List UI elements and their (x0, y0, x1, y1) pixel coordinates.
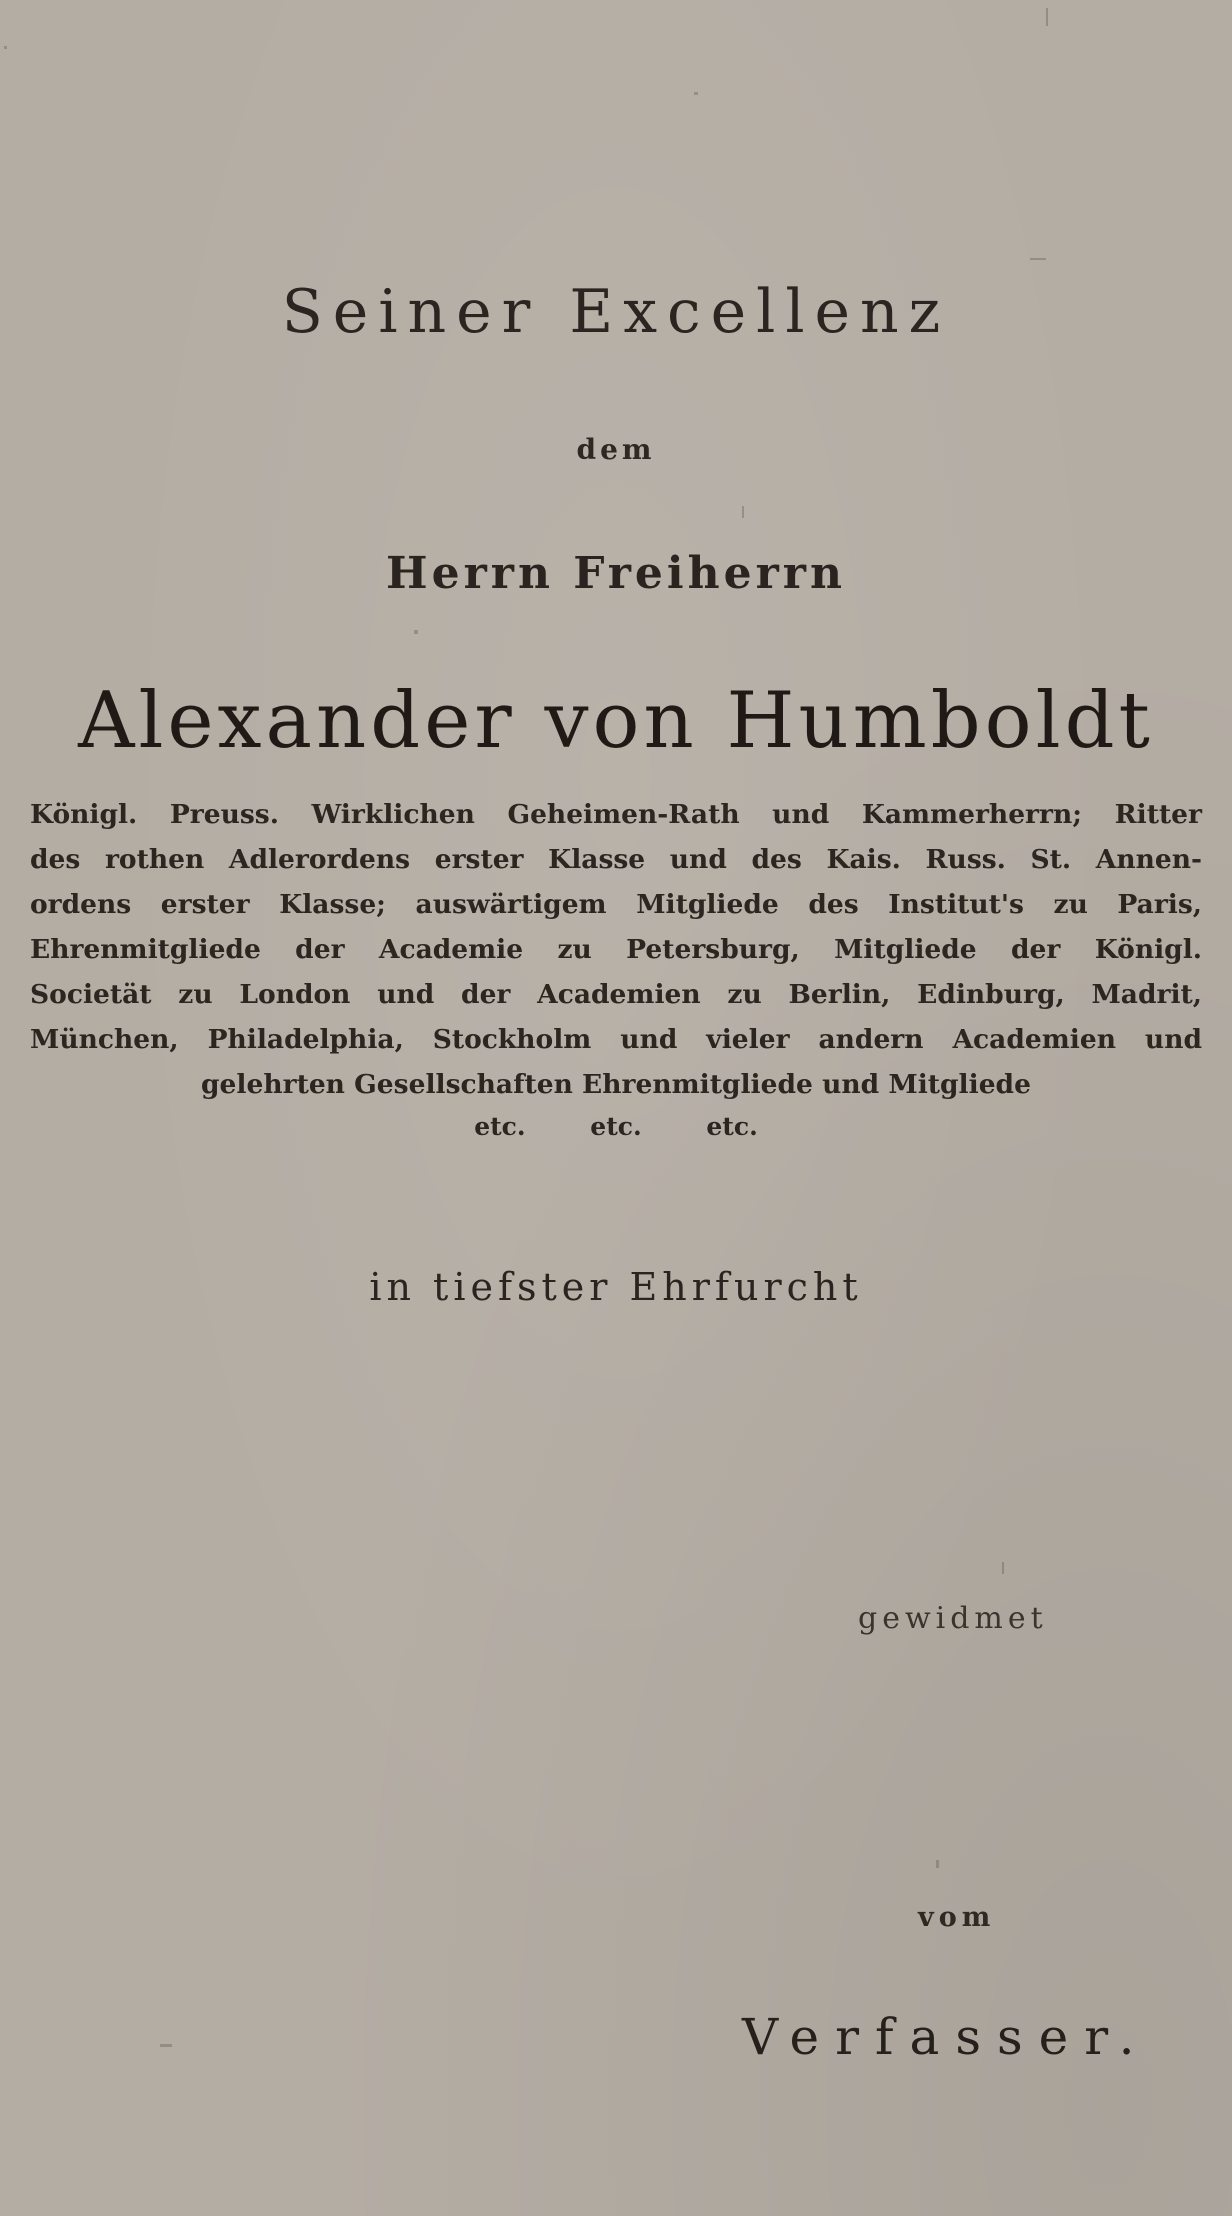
article-dem: dem (576, 433, 656, 466)
dedication-phrase: in tiefster Ehrfurcht (369, 1265, 863, 1309)
titles-line: gelehrten Gesellschaften Ehrenmitgliede und Mitgliede (201, 1069, 1031, 1100)
paper-speck (936, 1860, 939, 1868)
dedicatee-name: Alexander von Humboldt (78, 676, 1154, 766)
titles-line: des rothen Adlerordens erster Klasse und des Kais. Russ. St. Annen- (30, 844, 1202, 875)
dedicated-word: gewidmet (858, 1601, 1048, 1636)
titles-line: Königl. Preuss. Wirklichen Geheimen-Rath und Kammerherrn; Ritter (30, 799, 1202, 830)
paper-speck (160, 2044, 172, 2047)
paper-speck (694, 92, 698, 95)
paper-speck (414, 630, 418, 634)
titles-line: Societät zu London und der Academien zu Berlin, Edinburg, Madrit, (30, 979, 1202, 1010)
paper-speck (1030, 258, 1046, 260)
salutation: Seiner Excellenz (281, 277, 951, 347)
etc-text: etc. (706, 1112, 758, 1141)
paper-speck (1002, 1562, 1004, 1574)
titles-line: ordens erster Klasse; auswärtigem Mitgliede des Institut's zu Paris, (30, 889, 1202, 920)
etc-row (0, 1112, 1232, 1141)
etc-text: etc. (474, 1112, 526, 1141)
honorific: Herrn Freiherrn (386, 548, 846, 599)
from-word: vom (918, 1902, 996, 1933)
paper-speck (742, 506, 744, 518)
titles-line: München, Philadelphia, Stockholm und vieler andern Academien und (30, 1024, 1202, 1055)
dedicatee-titles (30, 792, 1202, 1107)
author-signature: Verfasser. (742, 2008, 1151, 2066)
etc-text: etc. (590, 1112, 642, 1141)
paper-speck (1046, 8, 1048, 26)
titles-line: Ehrenmitgliede der Academie zu Petersburg, Mitgliede der Königl. (30, 934, 1202, 965)
paper-speck (4, 46, 7, 49)
